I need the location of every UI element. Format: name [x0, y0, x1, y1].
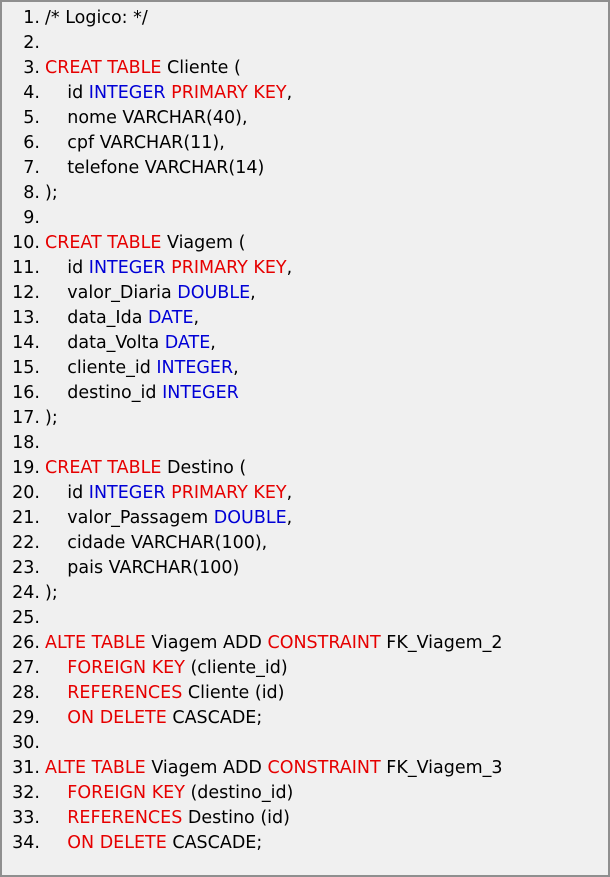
- code-text: (cliente_id): [184, 658, 288, 678]
- line-content: [40, 356, 239, 381]
- line-number: 12.: [12, 283, 40, 303]
- code-text: Destino (: [161, 458, 247, 478]
- line-number: 32.: [12, 783, 40, 803]
- line-content: [40, 331, 216, 356]
- line-number: 27.: [12, 658, 40, 678]
- code-line: [2, 781, 608, 806]
- sql-keyword: FOREIGN KEY: [67, 783, 185, 803]
- code-text: destino_id: [45, 383, 163, 403]
- code-text: id: [45, 83, 89, 103]
- line-content: [40, 131, 225, 156]
- line-content: [40, 306, 199, 331]
- code-line: [2, 631, 608, 656]
- sql-keyword: CONSTRAINT: [267, 758, 381, 778]
- line-content: [40, 6, 148, 31]
- line-number: 23.: [12, 558, 40, 578]
- code-text: [45, 783, 67, 803]
- line-content: [40, 456, 246, 481]
- code-text: cidade VARCHAR(100),: [45, 533, 268, 553]
- line-content: [40, 581, 58, 606]
- code-line: [2, 331, 608, 356]
- code-line: [2, 106, 608, 131]
- code-text: telefone VARCHAR(14): [45, 158, 265, 178]
- line-number: 20.: [12, 483, 40, 503]
- code-text: );: [45, 183, 58, 203]
- line-number: 18.: [12, 433, 40, 453]
- line-content: [40, 531, 267, 556]
- code-line: [2, 656, 608, 681]
- code-line: [2, 481, 608, 506]
- line-content: [40, 806, 290, 831]
- code-line: [2, 506, 608, 531]
- line-number: 7.: [23, 158, 40, 178]
- sql-keyword: CONSTRAINT: [267, 633, 381, 653]
- code-text: ,: [250, 283, 256, 303]
- code-text: CASCADE;: [166, 708, 263, 728]
- code-line: [2, 456, 608, 481]
- code-line: [2, 406, 608, 431]
- line-content: [40, 406, 58, 431]
- sql-type: DATE: [164, 333, 211, 353]
- line-content: [40, 81, 292, 106]
- code-line: [2, 581, 608, 606]
- sql-type: DOUBLE: [213, 508, 287, 528]
- sql-type: DOUBLE: [177, 283, 251, 303]
- code-line: [2, 381, 608, 406]
- line-number: 16.: [12, 383, 40, 403]
- code-line: [2, 531, 608, 556]
- code-text: ,: [193, 308, 200, 328]
- code-text: pais VARCHAR(100): [45, 558, 240, 578]
- code-text: ,: [233, 358, 239, 378]
- line-number: 4.: [23, 83, 40, 103]
- line-content: [40, 731, 45, 756]
- line-number: 13.: [12, 308, 40, 328]
- code-line: [2, 706, 608, 731]
- line-content: [40, 31, 45, 56]
- line-content: [40, 506, 292, 531]
- code-text: id: [45, 483, 89, 503]
- line-number: 22.: [12, 533, 40, 553]
- code-line: [2, 831, 608, 856]
- code-text: Destino (id): [182, 808, 290, 828]
- code-line: [2, 356, 608, 381]
- line-number: 8.: [23, 183, 40, 203]
- code-line: [2, 56, 608, 81]
- line-content: [40, 606, 45, 631]
- line-content: [40, 156, 264, 181]
- code-line: [2, 131, 608, 156]
- line-content: [40, 831, 262, 856]
- code-line: [2, 806, 608, 831]
- code-text: Viagem ADD: [145, 633, 268, 653]
- line-number: 1.: [23, 8, 40, 28]
- code-text: );: [45, 408, 58, 428]
- code-text: ,: [286, 83, 293, 103]
- line-content: [40, 756, 503, 781]
- line-number: 15.: [12, 358, 40, 378]
- code-text: cpf VARCHAR(11),: [45, 133, 225, 153]
- code-text: data_Ida: [45, 308, 148, 328]
- line-content: [40, 656, 288, 681]
- line-number: 26.: [12, 633, 40, 653]
- code-text: ,: [286, 508, 293, 528]
- code-line: [2, 431, 608, 456]
- line-content: [40, 631, 503, 656]
- line-number: 10.: [12, 233, 40, 253]
- line-content: [40, 431, 45, 456]
- line-content: [40, 181, 58, 206]
- sql-keyword: PRIMARY KEY: [171, 483, 287, 503]
- code-line: [2, 31, 608, 56]
- code-text: [45, 808, 67, 828]
- code-text: );: [45, 583, 58, 603]
- line-number: 33.: [12, 808, 40, 828]
- sql-keyword: CREAT TABLE: [45, 458, 162, 478]
- line-content: [40, 281, 256, 306]
- line-number: 19.: [12, 458, 40, 478]
- line-content: [40, 481, 292, 506]
- sql-type: INTEGER: [88, 83, 166, 103]
- sql-keyword: FOREIGN KEY: [67, 658, 185, 678]
- code-text: Cliente (: [161, 58, 241, 78]
- code-text: /* Logico: */: [45, 8, 148, 28]
- code-text: [45, 833, 67, 853]
- sql-keyword: ON DELETE: [67, 708, 167, 728]
- sql-type: DATE: [147, 308, 194, 328]
- code-text: ,: [286, 483, 293, 503]
- sql-keyword: CREAT TABLE: [45, 233, 162, 253]
- line-content: [40, 206, 45, 231]
- sql-type: INTEGER: [162, 383, 239, 403]
- line-content: [40, 706, 262, 731]
- code-line: [2, 181, 608, 206]
- sql-keyword: REFERENCES: [67, 808, 183, 828]
- line-number: 6.: [23, 133, 40, 153]
- line-number: 30.: [12, 733, 40, 753]
- line-content: [40, 556, 239, 581]
- code-text: id: [45, 258, 89, 278]
- code-line: [2, 156, 608, 181]
- sql-keyword: ALTE TABLE: [45, 633, 146, 653]
- sql-keyword: ALTE TABLE: [45, 758, 146, 778]
- line-number: 34.: [12, 833, 40, 853]
- code-text: cliente_id: [45, 358, 157, 378]
- line-number: 21.: [12, 508, 40, 528]
- sql-keyword: PRIMARY KEY: [171, 258, 287, 278]
- code-text: data_Volta: [45, 333, 165, 353]
- code-text: nome VARCHAR(40),: [45, 108, 248, 128]
- sql-type: INTEGER: [156, 358, 234, 378]
- line-content: [40, 381, 239, 406]
- line-number: 29.: [12, 708, 40, 728]
- line-number: 17.: [12, 408, 40, 428]
- code-text: Viagem (: [161, 233, 246, 253]
- line-number: 28.: [12, 683, 40, 703]
- code-line: [2, 681, 608, 706]
- line-content: [40, 681, 285, 706]
- sql-keyword: CREAT TABLE: [45, 58, 162, 78]
- code-line: [2, 606, 608, 631]
- line-content: [40, 106, 248, 131]
- sql-type: INTEGER: [88, 258, 166, 278]
- code-lines: [2, 6, 608, 856]
- code-text: valor_Passagem: [45, 508, 214, 528]
- line-content: [40, 256, 292, 281]
- sql-keyword: ON DELETE: [67, 833, 167, 853]
- code-text: ,: [210, 333, 216, 353]
- line-number: 5.: [23, 108, 40, 128]
- code-line: [2, 556, 608, 581]
- code-text: Cliente (id): [182, 683, 285, 703]
- code-text: FK_Viagem_3: [380, 758, 503, 778]
- line-number: 31.: [12, 758, 40, 778]
- line-content: [40, 56, 241, 81]
- code-text: CASCADE;: [166, 833, 263, 853]
- code-text: ,: [286, 258, 293, 278]
- code-line: [2, 731, 608, 756]
- line-number: 2.: [23, 33, 40, 53]
- line-number: 24.: [12, 583, 40, 603]
- sql-type: INTEGER: [88, 483, 166, 503]
- code-line: [2, 256, 608, 281]
- code-line: [2, 231, 608, 256]
- code-text: valor_Diaria: [45, 283, 178, 303]
- code-text: (destino_id): [184, 783, 294, 803]
- line-number: 11.: [12, 258, 40, 278]
- line-content: [40, 231, 245, 256]
- code-text: FK_Viagem_2: [380, 633, 503, 653]
- code-line: [2, 81, 608, 106]
- code-text: [45, 658, 67, 678]
- code-line: [2, 6, 608, 31]
- code-line: [2, 306, 608, 331]
- code-text: [45, 708, 67, 728]
- code-line: [2, 206, 608, 231]
- sql-keyword: PRIMARY KEY: [171, 83, 287, 103]
- line-content: [40, 781, 293, 806]
- code-text: Viagem ADD: [145, 758, 268, 778]
- line-number: 9.: [23, 208, 40, 228]
- line-number: 3.: [23, 58, 40, 78]
- code-text: [45, 683, 67, 703]
- sql-keyword: REFERENCES: [67, 683, 183, 703]
- code-line: [2, 756, 608, 781]
- line-number: 14.: [12, 333, 40, 353]
- line-number: 25.: [12, 608, 40, 628]
- code-line: [2, 281, 608, 306]
